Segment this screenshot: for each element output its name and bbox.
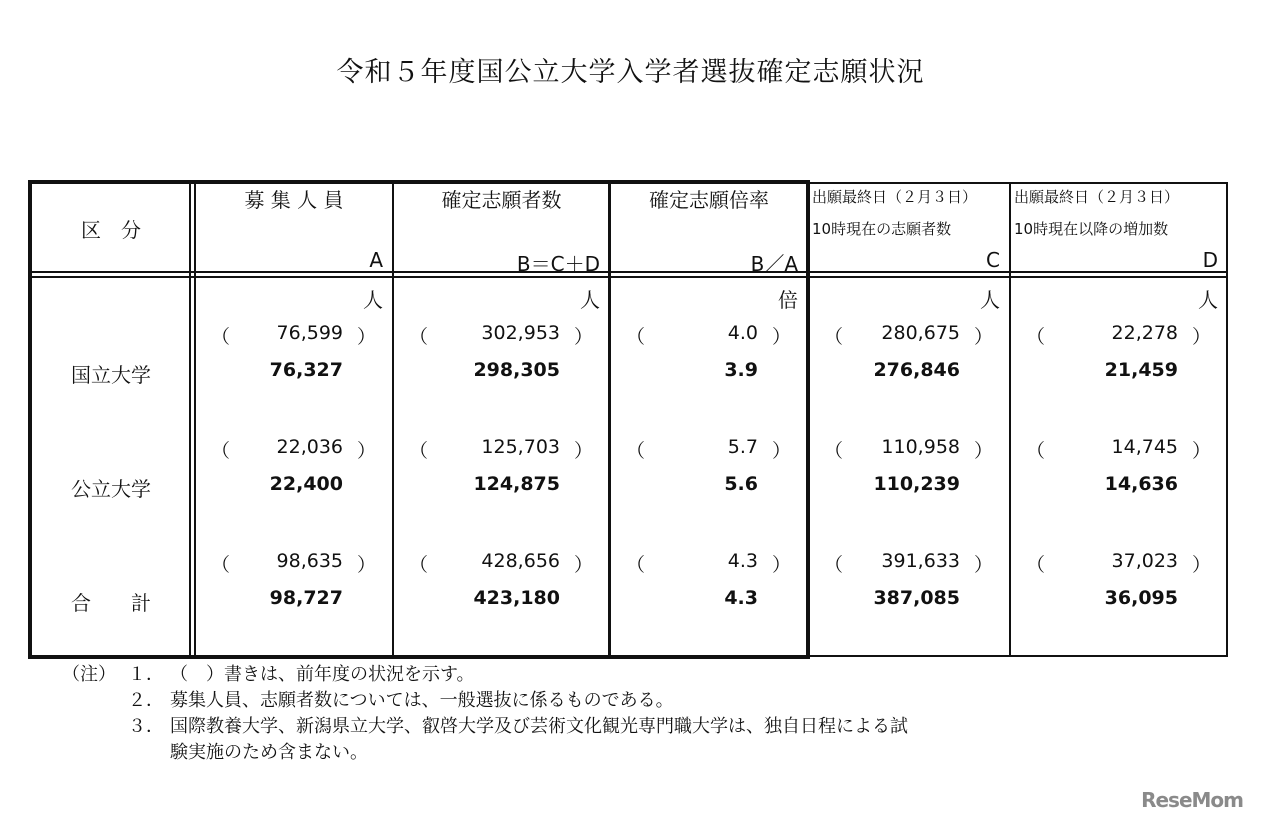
table-border [808,182,1228,184]
paren-close: ） [574,326,594,348]
table-border [28,655,810,659]
column-header-line1: 出願最終日（２月３日） [1014,188,1180,206]
note-text: 募集人員、志願者数については、一般選抜に係るものである。 [170,690,674,711]
paren-close: ） [1192,326,1212,348]
column-header: 確定志願倍率 [649,188,769,212]
paren-open: （ [626,440,646,462]
paren-close: ） [357,554,377,576]
paren-open: （ [211,440,231,462]
paren-open: （ [409,326,429,348]
previous-year-value: 37,023 [1111,550,1178,572]
previous-year-value: 76,599 [276,322,343,344]
notes-label: （注） [62,664,116,685]
column-header-line2: 10時現在以降の増加数 [1014,220,1169,238]
paren-open: （ [211,554,231,576]
note-text: 国際教養大学、新潟県立大学、叡啓大学及び芸術文化観光専門職大学は、独自日程による試 [170,716,908,737]
paren-open: （ [211,326,231,348]
previous-year-value: 391,633 [881,550,960,572]
paren-open: （ [824,554,844,576]
paren-open: （ [1026,440,1046,462]
column-code: B／A [750,252,798,276]
paren-open: （ [409,440,429,462]
note-number: ２． [128,690,164,711]
note-number: １． [128,664,164,685]
paren-close: ） [1192,440,1212,462]
current-value: 98,727 [269,587,343,609]
current-value: 423,180 [473,587,560,609]
previous-year-value: 280,675 [881,322,960,344]
paren-close: ） [574,554,594,576]
unit-label: 人 [580,288,600,312]
paren-open: （ [626,326,646,348]
current-value: 298,305 [473,359,560,381]
current-value: 110,239 [873,473,960,495]
page-title: 令和５年度国公立大学入学者選抜確定志願状況 [336,57,925,88]
previous-year-value: 14,745 [1111,436,1178,458]
previous-year-value: 302,953 [481,322,560,344]
note-number: ３． [128,716,164,737]
current-value: 36,095 [1104,587,1178,609]
paren-open: （ [824,440,844,462]
current-value: 76,327 [269,359,343,381]
column-code: C [986,248,1000,272]
unit-label: 人 [363,288,383,312]
category-header: 区 分 [81,218,141,242]
paren-close: ） [357,326,377,348]
paren-open: （ [824,326,844,348]
current-value: 4.3 [724,587,758,609]
current-value: 387,085 [873,587,960,609]
row-label-0: 国立大学 [71,363,151,387]
previous-year-value: 5.7 [727,436,758,458]
paren-open: （ [1026,554,1046,576]
previous-year-value: 4.3 [727,550,758,572]
paren-close: ） [772,326,792,348]
resemom-logo: ReseMom [1141,788,1243,812]
previous-year-value: 125,703 [481,436,560,458]
paren-close: ） [357,440,377,462]
previous-year-value: 110,958 [881,436,960,458]
column-header-line2: 10時現在の志願者数 [812,220,952,238]
current-value: 3.9 [724,359,758,381]
current-value: 14,636 [1104,473,1178,495]
row-label-2: 合 計 [71,591,151,615]
current-value: 124,875 [473,473,560,495]
previous-year-value: 98,635 [276,550,343,572]
row-label-1: 公立大学 [71,477,151,501]
current-value: 21,459 [1104,359,1178,381]
note-text: （ ）書きは、前年度の状況を示す。 [170,664,475,685]
previous-year-value: 428,656 [481,550,560,572]
paren-close: ） [772,554,792,576]
previous-year-value: 22,278 [1111,322,1178,344]
paren-open: （ [626,554,646,576]
unit-label: 人 [1198,288,1218,312]
table-border [1226,182,1228,657]
table-border [189,182,191,657]
paren-close: ） [974,326,994,348]
column-header-line1: 出願最終日（２月３日） [812,188,978,206]
paren-open: （ [1026,326,1046,348]
paren-close: ） [772,440,792,462]
current-value: 22,400 [269,473,343,495]
unit-label: 倍 [778,288,798,312]
column-code: A [369,248,383,272]
column-header: 確定志願者数 [441,188,562,212]
note-text: 験実施のため含まない。 [170,742,368,763]
column-code: B＝C＋D [516,252,600,276]
unit-label: 人 [980,288,1000,312]
previous-year-value: 22,036 [276,436,343,458]
paren-close: ） [1192,554,1212,576]
paren-close: ） [574,440,594,462]
column-code: D [1202,248,1218,272]
previous-year-value: 4.0 [727,322,758,344]
paren-open: （ [409,554,429,576]
current-value: 5.6 [724,473,758,495]
paren-close: ） [974,554,994,576]
column-header: 募 集 人 員 [244,188,344,212]
current-value: 276,846 [873,359,960,381]
table-border [808,655,1228,657]
paren-close: ） [974,440,994,462]
